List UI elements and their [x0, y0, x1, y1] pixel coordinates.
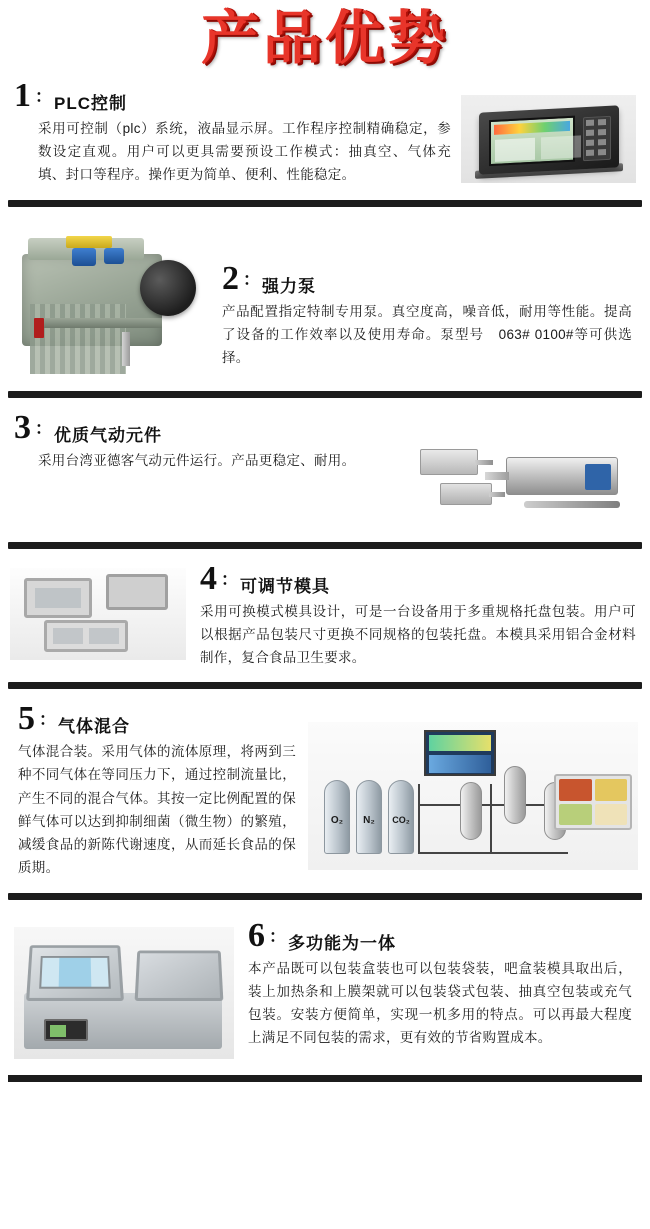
- pump-pipe: [122, 332, 130, 366]
- mold-frame-2: [106, 574, 168, 610]
- tray-compartment-2: [595, 779, 628, 801]
- adjustable-molds-photo: [10, 568, 186, 660]
- mixing-tank-1: [460, 782, 482, 840]
- feature-text-column: [14, 409, 394, 472]
- feature-text-column: [248, 911, 636, 1061]
- feature-body: 采用可控制（plc）系统，液晶显示屏。工作程序控制精确稳定，参数设定直观。用户可以更具需要预设工作模式：抽真空、气体充填、封口等程序。操作更为简单、便利、性能稳定。: [38, 120, 451, 183]
- feature-colon: ：: [35, 86, 52, 106]
- feature-body: 采用可换模式模具设计，可是一台设备用于多重规格托盘包装。用户可以根据产品包装尺寸更换不同规格的包装托盘。本模具采用铝合金材料制作，复合食品卫生要求。: [200, 603, 636, 665]
- feature-heading-row: [248, 916, 632, 954]
- feature-body: 本产品既可以包装盒装也可以包装袋装，吧盒装模具取出后，装上加热条和上膜架就可以包装袋式包装、抽真空包装或充气包装。安装方便简单，实现一机多用的特点。可以再最大程度上满足不同包装的需求，更有效的节省购置成本。: [248, 960, 632, 1046]
- feature-colon: ：: [243, 269, 260, 289]
- tray-compartment-3: [559, 804, 592, 826]
- compact-cylinder-2: [440, 483, 492, 505]
- mixing-tank-2: [504, 766, 526, 824]
- cylinder-rod: [524, 501, 620, 508]
- multi-function-machine-photo: [14, 927, 234, 1059]
- feature-heading: 可调节模具: [240, 576, 330, 596]
- feature-heading-row: [14, 76, 451, 114]
- mold-frame-3: [44, 620, 128, 652]
- feature-text-column: [14, 700, 314, 879]
- feature-text-column: [14, 77, 461, 187]
- feature-number: 2: [222, 259, 239, 297]
- section-divider: [8, 391, 642, 398]
- pump-label: [34, 318, 44, 338]
- feature-section-pump: [0, 214, 650, 384]
- feature-text-column: [200, 560, 636, 670]
- feature-heading-row: [14, 408, 394, 446]
- feature-section-plc: [0, 73, 650, 193]
- section-divider: [8, 893, 642, 900]
- feature-heading: 多功能为一体: [288, 933, 396, 953]
- vacuum-pump-photo: [14, 218, 206, 378]
- pump-cooling-fins: [30, 304, 126, 374]
- feature-heading-row: [200, 559, 636, 597]
- feature-section-gas-mixing: [0, 696, 650, 885]
- feature-text-column: [222, 218, 636, 370]
- food-tray: [554, 774, 632, 830]
- page-title: 产品优势: [200, 4, 449, 72]
- feature-colon: ：: [35, 418, 52, 438]
- feature-heading: PLC控制: [54, 93, 127, 113]
- gas-cylinder-o2-label: O₂: [330, 815, 344, 827]
- section-divider: [8, 542, 642, 549]
- controller-screen: [489, 116, 575, 167]
- feature-body: 气体混合装。采用气体的流体原理，将两到三种不同气体在等同压力下，通过控制流量比，产生不同的混合气体。其按一定比例配置的保鲜气体可以达到抑制细菌（微生物）的繁殖，减缓食品的新陈代谢速度，从而延长食品的保质期。: [18, 744, 296, 876]
- feature-number: 1: [14, 76, 31, 114]
- feature-colon: ：: [269, 926, 286, 946]
- machine-control-panel: [44, 1019, 88, 1041]
- machine-chamber-right: [135, 950, 224, 1001]
- controller-keypad: [583, 116, 611, 161]
- mold-frame-1: [24, 578, 92, 618]
- feature-heading: 优质气动元件: [54, 425, 162, 445]
- feature-number: 4: [200, 559, 217, 597]
- standard-cylinder: [506, 457, 618, 495]
- pneumatic-cylinders-photo: [406, 427, 636, 535]
- plc-controller-photo: [461, 95, 636, 183]
- gas-control-panel: [424, 730, 496, 776]
- feature-section-molds: [0, 556, 650, 676]
- compact-cylinder-1: [420, 449, 478, 475]
- section-divider: [8, 682, 642, 689]
- controller-housing: [479, 105, 619, 174]
- machine-chamber-left: [26, 945, 124, 1001]
- gas-cylinder-n2-label: N₂: [363, 815, 375, 827]
- pump-feet: [36, 318, 162, 328]
- feature-number: 3: [14, 408, 31, 446]
- pump-body: [22, 254, 162, 346]
- pump-blue-port-1: [72, 248, 96, 266]
- feature-body: 产品配置指定特制专用泵。真空度高，噪音低，耐用等性能。提高了设备的工作效率以及使用寿命。泵型号 063# 0100#等可供选择。: [222, 303, 632, 365]
- pump-yellow-plate: [66, 236, 112, 248]
- feature-colon: ：: [39, 710, 56, 730]
- feature-colon: ：: [221, 569, 238, 589]
- section-divider-bottom: [8, 1075, 642, 1082]
- page-title-banner: [0, 0, 650, 73]
- gas-cylinder-n2: [356, 780, 382, 854]
- feature-heading-row: [18, 700, 314, 738]
- feature-heading-row: [222, 259, 632, 297]
- pump-motor: [140, 260, 196, 316]
- feature-section-pneumatic: [0, 405, 650, 535]
- gas-mixing-diagram: [308, 722, 638, 870]
- pump-blue-port-2: [104, 248, 124, 264]
- tray-compartment-1: [559, 779, 592, 801]
- tray-compartment-4: [595, 804, 628, 826]
- gas-cylinder-co2: [388, 780, 414, 854]
- feature-heading: 气体混合: [58, 717, 130, 737]
- feature-number: 6: [248, 916, 265, 954]
- gas-cylinder-co2-label: CO₂: [392, 815, 410, 826]
- feature-body: 采用台湾亚德客气动元件运行。产品更稳定、耐用。: [38, 452, 356, 468]
- feature-number: 5: [18, 700, 35, 738]
- gas-cylinder-o2: [324, 780, 350, 854]
- section-divider: [8, 200, 642, 207]
- feature-heading: 强力泵: [262, 276, 316, 296]
- feature-section-multifunction: [0, 907, 650, 1067]
